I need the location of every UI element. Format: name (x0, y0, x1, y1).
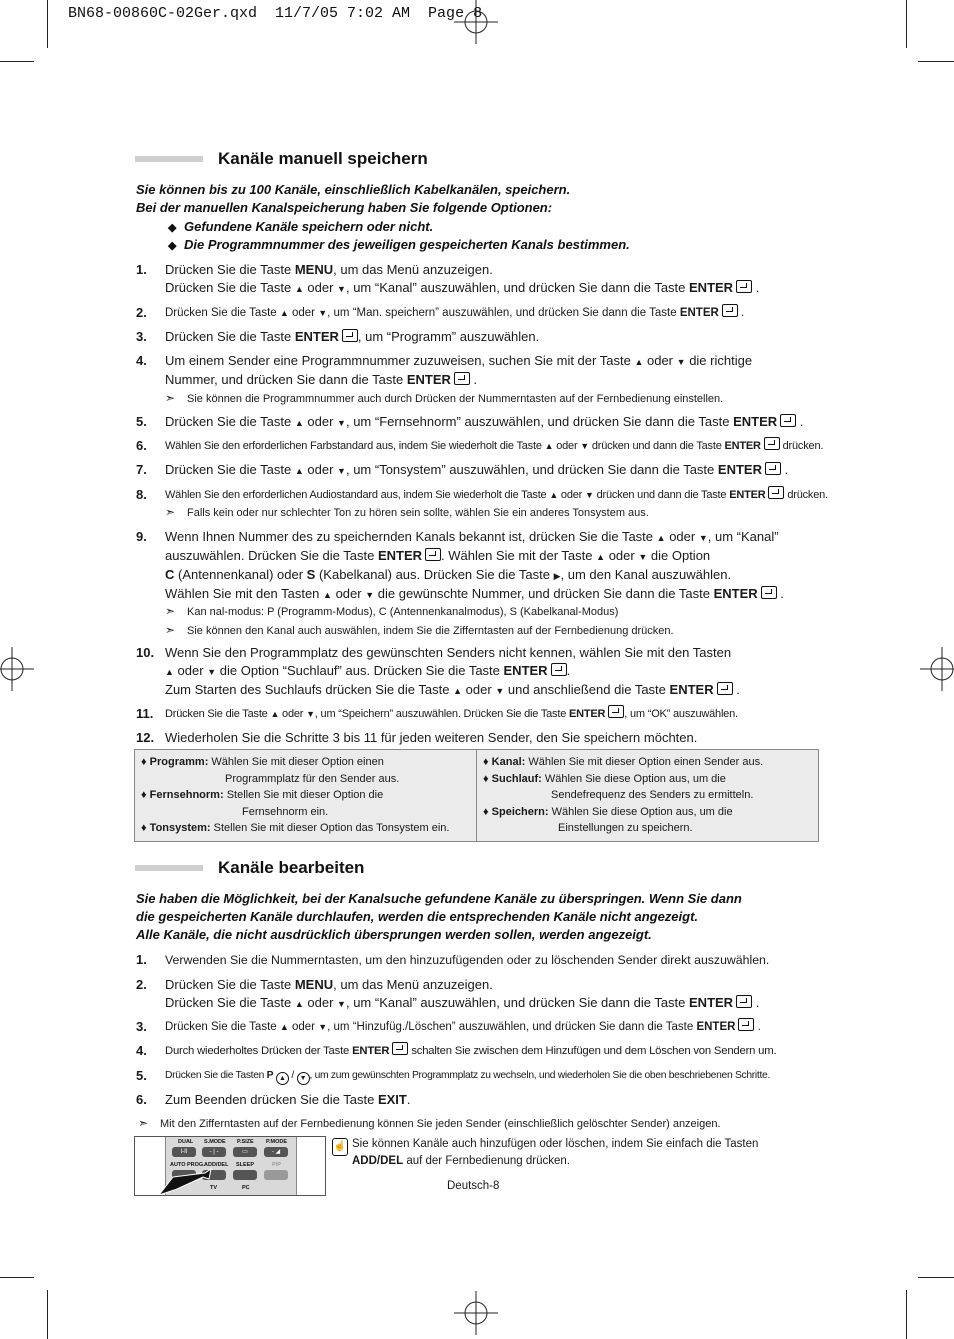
step-11: 11. Drücken Sie die Taste ▲ oder ▼, um “Speichern” auszuwählen. Drücken Sie die Taste ENTER , um “OK” auszuwählen. (136, 706, 738, 721)
up-arrow-icon: ▲ (279, 308, 289, 318)
up-arrow-icon: ▲ (279, 1022, 289, 1032)
right-arrow-icon: ▶ (553, 571, 561, 581)
diamond-icon: ◆ (168, 222, 177, 234)
enter-icon (717, 682, 733, 695)
step-7: 7. Drücken Sie die Taste ▲ oder ▼, um “Tonsystem” auszuwählen, und drücken Sie dann die Taste ENTER . (136, 462, 789, 477)
up-arrow-icon: ▲ (165, 667, 174, 677)
enter-icon (761, 586, 777, 599)
step-2: 2. Drücken Sie die Taste ▲ oder ▼, um “Man. speichern” auszuwählen, und drücken Sie dann die Taste ENTER . (136, 305, 745, 320)
options-column-right: ♦ Kanal: Wählen Sie mit dieser Option einen Sender aus. ♦ Suchlauf: Wählen Sie diese Option aus, um die Sendefrequenz des Senders zu ermitteln. ♦ Speichern: Wählen Sie diese Option aus, um die Einstellungen zu speichern. (476, 750, 818, 841)
step-6: 6. Zum Beenden drücken Sie die Taste EXIT. (136, 1092, 411, 1107)
down-arrow-icon: ▼ (580, 441, 589, 451)
up-arrow-icon: ▲ (656, 533, 666, 543)
section-bar (135, 865, 203, 871)
note-arrow-icon: ➣ (165, 604, 176, 618)
registration-mark-icon (920, 647, 954, 691)
section-title: Kanäle bearbeiten (218, 858, 365, 877)
note-arrow-icon: ➣ (138, 1116, 149, 1130)
enter-icon (342, 329, 358, 342)
enter-icon (722, 304, 738, 317)
up-arrow-icon: ▲ (544, 441, 554, 451)
down-arrow-icon: ▼ (698, 533, 708, 543)
crop-mark (0, 61, 34, 62)
remote-hint: Sie können Kanäle auch hinzufügen oder löschen, indem Sie einfach die Tasten ADD/DEL auf der Fernbedienung drücken. (352, 1138, 759, 1167)
down-arrow-icon: ▼ (337, 466, 346, 476)
enter-icon (425, 548, 441, 561)
note-arrow-icon: ➣ (165, 505, 176, 519)
down-arrow-icon: ▼ (337, 284, 346, 294)
down-arrow-icon: ▼ (638, 552, 648, 562)
remote-body: DUAL S.MODE P.SIZE P.MODE I-II - | - ▭ - ◢ AUTO PROG. ADD/DEL SLEEP PIP TV PC (165, 1137, 297, 1195)
crop-mark (918, 61, 954, 62)
up-arrow-icon: ▲ (453, 686, 463, 696)
remote-control-image (134, 1136, 326, 1196)
step-1: 1. Verwenden Sie die Nummerntasten, um den hinzuzufügenden oder zu löschenden Sender direkt auszuwählen. (136, 952, 770, 967)
bullet-item: ◆ Die Programmnummer des jeweiligen gespeicherten Kanals bestimmen. (168, 237, 630, 252)
page-number: Deutsch-8 (447, 1180, 500, 1192)
crop-mark (918, 1277, 954, 1278)
down-arrow-icon: ▼ (318, 1022, 328, 1032)
up-arrow-icon: ▲ (323, 590, 332, 600)
hand-pointer-icon: ☝ (332, 1138, 348, 1156)
p-down-icon: ▼ (297, 1072, 310, 1085)
step-10: 10. Wenn Sie den Programmplatz des gewünschten Senders nicht kennen, wählen Sie mit den Tasten ▲ oder ▼ die Option “Suchlauf” aus. Drücken Sie die Taste ENTER . Zum Starten des Suchlaufs drücken Sie die Taste ▲ oder ▼ und anschließend die Taste ENTER . (136, 645, 740, 697)
enter-icon (765, 462, 781, 475)
intro-text: Sie können bis zu 100 Kanäle, einschließlich Kabelkanälen, speichern. Bei der manuellen Kanalspeicherung haben Sie folgende Optionen: (136, 182, 571, 215)
remote-pip-button (264, 1170, 288, 1180)
down-arrow-icon: ▼ (318, 308, 328, 318)
step-4: 4. Durch wiederholtes Drücken der Taste ENTER schalten Sie zwischen dem Hinzufügen und dem Löschen von Sendern um. (136, 1043, 777, 1058)
down-arrow-icon: ▼ (207, 667, 217, 677)
enter-icon (768, 486, 784, 499)
down-arrow-icon: ▼ (495, 686, 505, 696)
note: ➣ Mit den Zifferntasten auf der Fernbedienung können Sie jeden Sender (einschließlich gelöschter Sender) anzeigen. (138, 1116, 721, 1130)
registration-mark-icon (0, 647, 34, 691)
section-bar (135, 156, 203, 162)
enter-icon (764, 437, 780, 450)
crop-mark (47, 1290, 48, 1339)
options-table (134, 749, 819, 842)
up-arrow-icon: ▲ (270, 709, 280, 719)
file-slug: BN68-00860C-02Ger.qxd 11/7/05 7:02 AM Page 8 (68, 5, 483, 22)
step-2: 2. Drücken Sie die Taste MENU, um das Menü anzuzeigen. Drücken Sie die Taste ▲ oder ▼, um “Kanal” auszuwählen, und drücken Sie dann die Taste ENTER . (136, 977, 760, 1010)
enter-icon (608, 705, 624, 718)
crop-mark (906, 0, 907, 48)
up-arrow-icon: ▲ (294, 284, 304, 294)
step-12: 12. Wiederholen Sie die Schritte 3 bis 11 für jeden weiteren Sender, den Sie speichern möchten. (136, 730, 698, 745)
down-arrow-icon: ▼ (365, 590, 375, 600)
section-title: Kanäle manuell speichern (218, 149, 428, 168)
enter-icon (454, 372, 470, 385)
down-arrow-icon: ▼ (676, 357, 686, 367)
remote-sleep-button (233, 1170, 257, 1180)
p-up-icon: ▲ (276, 1072, 289, 1085)
remote-pmode-button: - ◢ (264, 1147, 288, 1157)
step-4: 4. Um einem Sender eine Programmnummer zuzuweisen, suchen Sie mit der Taste ▲ oder ▼ die richtige Nummer, und drücken Sie dann die Taste ENTER . (136, 353, 753, 387)
note-arrow-icon: ➣ (165, 623, 176, 637)
registration-mark-icon (454, 0, 498, 44)
up-arrow-icon: ▲ (294, 999, 304, 1009)
enter-icon (551, 663, 567, 676)
bullet-item: ◆ Gefundene Kanäle speichern oder nicht. (168, 219, 434, 234)
up-arrow-icon: ▲ (596, 552, 606, 562)
up-arrow-icon: ▲ (294, 466, 304, 476)
enter-icon (738, 1018, 754, 1031)
remote-smode-button: - | - (202, 1147, 226, 1157)
note-arrow-icon: ➣ (165, 391, 176, 405)
step-5: 5. Drücken Sie die Tasten P ▲ / ▼ , um zum gewünschten Programmplatz zu wechseln, und wiederholen Sie die oben beschriebenen Schritte. (136, 1068, 771, 1083)
note: ➣ Sie können die Programmnummer auch durch Drücken der Nummerntasten auf der Fernbedienung einstellen. (165, 391, 724, 405)
down-arrow-icon: ▼ (306, 709, 315, 719)
crop-mark (0, 1277, 34, 1278)
step-3: 3. Drücken Sie die Taste ENTER , um “Programm” auszuwählen. (136, 329, 540, 344)
up-arrow-icon: ▲ (294, 418, 304, 428)
crop-mark (47, 0, 48, 48)
down-arrow-icon: ▼ (584, 490, 594, 500)
intro-text: Sie haben die Möglichkeit, bei der Kanalsuche gefundene Kanäle zu überspringen. Wenn Sie dann die gespeicherten Kanäle durchlaufen, werden die entsprechenden Kanäle nicht angezeigt. Alle Kanäle, die nicht ausdrücklich übersprungen werden sollen, werden angezeigt. (136, 891, 742, 942)
enter-icon (736, 995, 752, 1008)
enter-icon (392, 1042, 408, 1055)
remote-dual-button: I-II (172, 1147, 196, 1157)
diamond-icon: ◆ (168, 240, 177, 252)
enter-icon (736, 280, 752, 293)
note: ➣ Kan nal-modus: P (Programm-Modus), C (Antennenkanalmodus), S (Kabelkanal-Modus) (165, 604, 619, 618)
step-5: 5. Drücken Sie die Taste ▲ oder ▼, um “Fernsehnorm” auszuwählen, und drücken Sie dann die Taste ENTER . (136, 414, 804, 429)
step-8: 8. Wählen Sie den erforderlichen Audiostandard aus, indem Sie wiederholt die Taste ▲ oder ▼ drücken und dann die Taste ENTER drücken. (136, 487, 828, 502)
down-arrow-icon: ▼ (337, 999, 346, 1009)
up-arrow-icon: ▲ (549, 490, 559, 500)
crop-mark (906, 1290, 907, 1339)
step-6: 6. Wählen Sie den erforderlichen Farbstandard aus, indem Sie wiederholt die Taste ▲ oder ▼ drücken und dann die Taste ENTER drücken. (136, 438, 824, 453)
step-3: 3. Drücken Sie die Taste ▲ oder ▼, um “Hinzufüg./Löschen” auszuwählen, und drücken Sie dann die Taste ENTER . (136, 1019, 761, 1034)
pointer-arrow-icon (159, 1167, 219, 1195)
step-1: 1. Drücken Sie die Taste MENU, um das Menü anzuzeigen. Drücken Sie die Taste ▲ oder ▼, um “Kanal” auszuwählen, und drücken Sie dann die Taste ENTER . (136, 262, 760, 295)
up-arrow-icon: ▲ (634, 357, 644, 367)
note: ➣ Falls kein oder nur schlechter Ton zu hören sein sollte, wählen Sie ein anderes Tonsystem aus. (165, 505, 649, 519)
note: ➣ Sie können den Kanal auch auswählen, indem Sie die Zifferntasten auf der Fernbedienung drücken. (165, 623, 674, 637)
options-column-left: ♦ Programm: Wählen Sie mit dieser Option einen Programmplatz für den Sender aus. ♦ Fernsehnorm: Stellen Sie mit dieser Option die Fernsehnorm ein. ♦ Tonsystem: Stellen Sie mit dieser Option das Tonsystem ein. (141, 756, 450, 834)
registration-mark-icon (454, 1291, 498, 1335)
step-9: 9. Wenn Ihnen Nummer des zu speichernden Kanals bekannt ist, drücken Sie die Taste ▲ oder ▼, um “Kanal” auszuwählen. Drücken Sie die Taste ENTER . Wählen Sie mit der Taste ▲ oder ▼ die Option C (Antennenkanal) oder S (Kabelkanal) aus. Drücken Sie die Taste ▶, um den Kanal auszuwählen. Wählen Sie mit den Tasten ▲ oder ▼ die gewünschte Nummer, und drücken Sie dann die Taste ENTER . (136, 529, 784, 601)
remote-psize-button: ▭ (233, 1147, 257, 1157)
enter-icon (780, 414, 796, 427)
down-arrow-icon: ▼ (337, 418, 346, 428)
